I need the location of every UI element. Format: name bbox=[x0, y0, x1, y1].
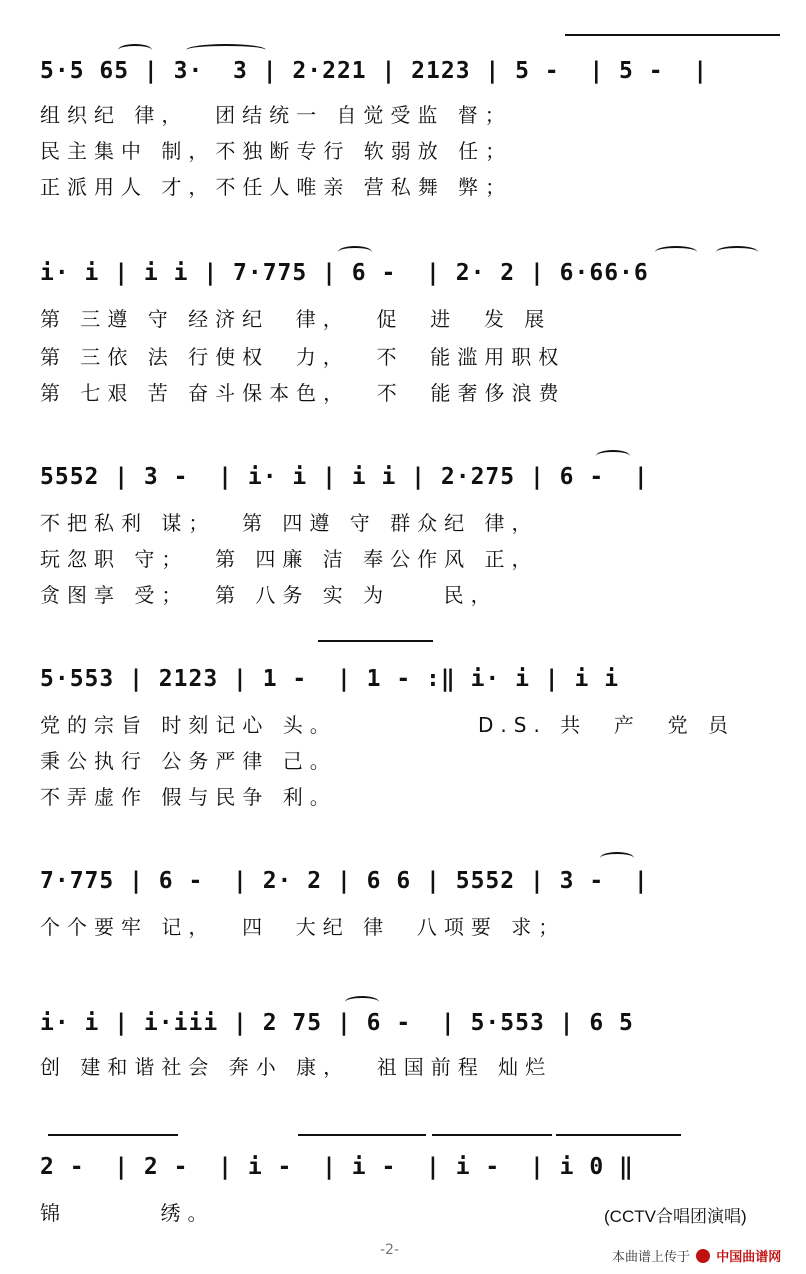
tie bbox=[556, 1134, 681, 1142]
lyric-line: 玩忽职 守； 第 四廉 洁 奉公作风 正， bbox=[40, 547, 539, 571]
tie bbox=[432, 1134, 552, 1142]
lyric-line: 组织纪 律， 团结统一 自觉受监 督； bbox=[40, 103, 512, 127]
lyric-line: 正派用人 才，不任人唯亲 营私舞 弊； bbox=[40, 175, 513, 199]
notation-line-5: 7·775 | 6 - | 2· 2 | 6 6 | 5552 | 3 - | bbox=[40, 868, 649, 894]
lyric-line: 第 三依 法 行使权 力， 不 能滥用职权 bbox=[40, 345, 566, 369]
lyric-line: 贪图享 受； 第 八务 实 为 民， bbox=[40, 583, 498, 607]
tie bbox=[48, 1134, 178, 1142]
slur bbox=[716, 246, 758, 258]
tie bbox=[318, 640, 433, 648]
ds-lyric: D.S. 共 产 党 员 bbox=[478, 713, 735, 737]
page-number: -2- bbox=[380, 1242, 400, 1258]
lyric-line: 锦 绣。 bbox=[40, 1201, 215, 1225]
lyric-line: 创 建和谐社会 奔小 康， 祖国前程 灿烂 bbox=[40, 1055, 553, 1079]
lyric-line: 党的宗旨 时刻记心 头。 bbox=[40, 713, 337, 737]
notation-line-1: 5·5 65 | 3· 3 | 2·221 | 2123 | 5 - | 5 - | bbox=[40, 58, 709, 84]
lyric-line: 第 三遵 守 经济纪 律， 促 进 发 展 bbox=[40, 307, 552, 331]
performer-credit: (CCTV合唱团演唱) bbox=[604, 1207, 747, 1226]
lyric-line: 不把私利 谋； 第 四遵 守 群众纪 律， bbox=[40, 511, 539, 535]
lyric-line: 民主集中 制，不独断专行 软弱放 任； bbox=[40, 139, 513, 163]
lyric-line: 秉公执行 公务严律 己。 bbox=[40, 749, 337, 773]
slur bbox=[655, 246, 697, 258]
notation-line-2: i· i | i i | 7·775 | 6 - | 2· 2 | 6·66·6 bbox=[40, 260, 649, 286]
lyric-line: 个个要牢 记， 四 大纪 律 八项要 求； bbox=[40, 915, 566, 939]
slur bbox=[338, 246, 372, 258]
notation-line-6: i· i | i·iii | 2 75 | 6 - | 5·553 | 6 5 bbox=[40, 1010, 634, 1036]
tie bbox=[298, 1134, 426, 1142]
slur bbox=[118, 44, 152, 56]
notation-line-3: 5552 | 3 - | i· i | i i | 2·275 | 6 - | bbox=[40, 464, 649, 490]
slur bbox=[186, 44, 266, 56]
site-logo-icon bbox=[696, 1249, 710, 1263]
source-credit bbox=[612, 1246, 781, 1265]
tie bbox=[565, 34, 780, 42]
lyric-line: 第 七艰 苦 奋斗保本色， 不 能奢侈浪费 bbox=[40, 381, 566, 405]
source-brand: 中国曲谱网 bbox=[716, 1250, 782, 1265]
lyric-line: 不弄虚作 假与民争 利。 bbox=[40, 785, 337, 809]
notation-line-4: 5·553 | 2123 | 1 - | 1 - :‖ i· i | i i bbox=[40, 666, 620, 692]
notation-line-7: 2 - | 2 - | i - | i - | i - | i 0 ‖ bbox=[40, 1154, 634, 1180]
slur bbox=[600, 852, 634, 864]
slur bbox=[345, 996, 379, 1008]
slur bbox=[596, 450, 630, 462]
source-prefix: 本曲谱上传于 bbox=[612, 1250, 691, 1265]
